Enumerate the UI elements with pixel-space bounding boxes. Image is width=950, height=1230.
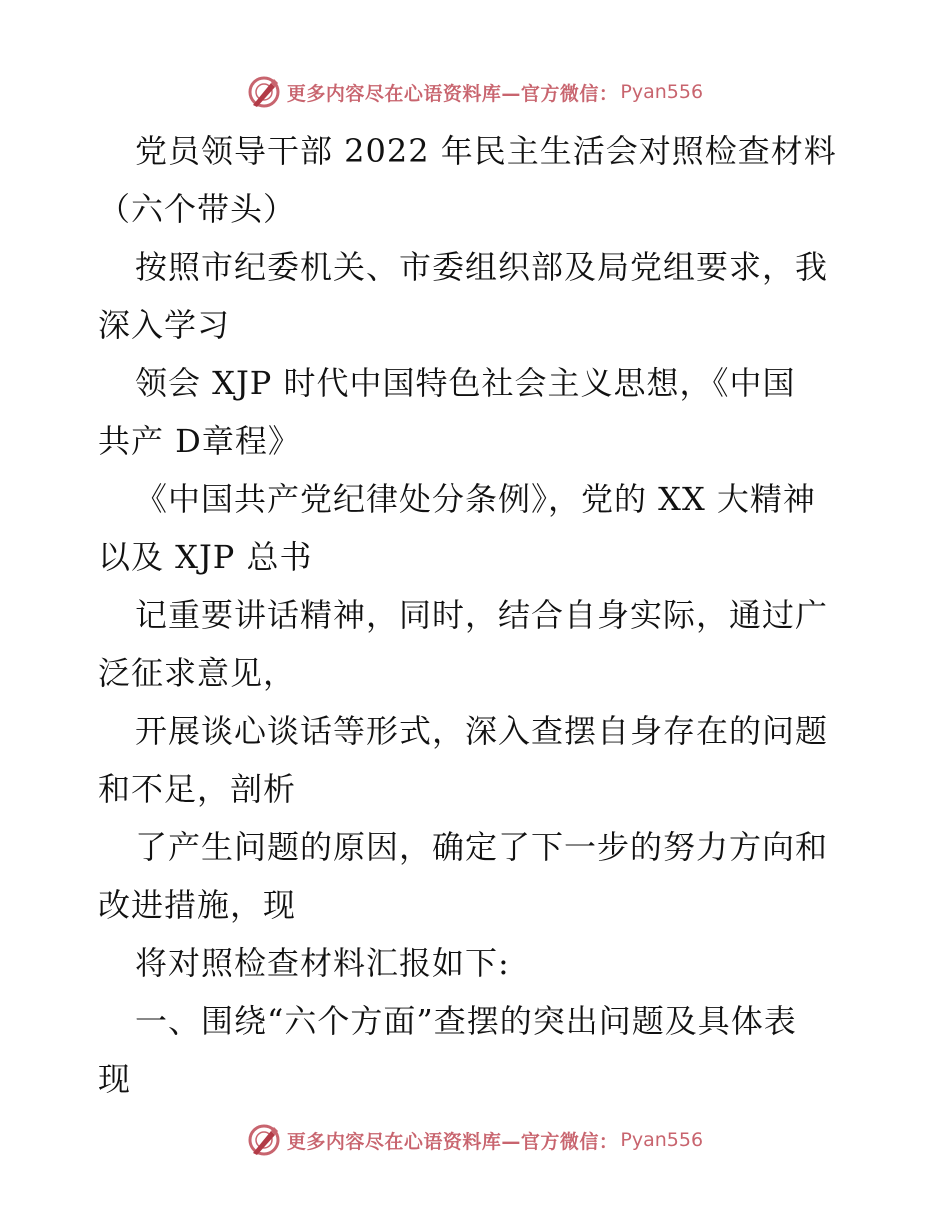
document-line: 按照市纪委机关、市委组织部及局党组要求，我 bbox=[135, 248, 829, 286]
document-line: 以及 XJP 总书 bbox=[98, 538, 313, 576]
document-line: 泛征求意见， bbox=[98, 654, 297, 692]
pen-logo-icon bbox=[247, 1123, 281, 1157]
document-line: 《中国共产党纪律处分条例》，党的 XX 大精神 bbox=[135, 480, 816, 518]
header-watermark-banner bbox=[0, 72, 950, 112]
document-body bbox=[98, 122, 858, 1108]
footer-watermark-banner bbox=[0, 1120, 950, 1160]
header-contact-text: Pyan556 bbox=[620, 81, 704, 103]
document-line: 共产 D章程》 bbox=[98, 422, 301, 460]
document-line: 深入学习 bbox=[98, 306, 231, 344]
document-line: 一、围绕“六个方面”查摆的突出问题及具体表 bbox=[135, 1002, 797, 1040]
document-line: 党员领导干部 2022 年民主生活会对照检查材料 bbox=[135, 132, 837, 170]
pen-logo-icon bbox=[247, 75, 281, 109]
document-line: 将对照检查材料汇报如下: bbox=[135, 944, 510, 982]
document-line: 了产生问题的原因，确定了下一步的努力方向和 bbox=[135, 828, 829, 866]
document-line: （六个带头） bbox=[98, 190, 297, 228]
footer-brand-text: 更多内容尽在心语资料库—官方微信： bbox=[286, 1130, 619, 1153]
document-line: 记重要讲话精神，同时，结合自身实际，通过广 bbox=[135, 596, 829, 634]
document-line: 现 bbox=[98, 1060, 132, 1098]
document-line: 改进措施，现 bbox=[98, 886, 297, 924]
footer-contact-text: Pyan556 bbox=[620, 1129, 704, 1151]
document-line: 开展谈心谈话等形式，深入查摆自身存在的问题 bbox=[135, 712, 829, 750]
document-line: 领会 XJP 时代中国特色社会主义思想，《中国 bbox=[135, 364, 796, 402]
document-line: 和不足，剖析 bbox=[98, 770, 297, 808]
header-brand-text: 更多内容尽在心语资料库—官方微信： bbox=[286, 82, 619, 105]
